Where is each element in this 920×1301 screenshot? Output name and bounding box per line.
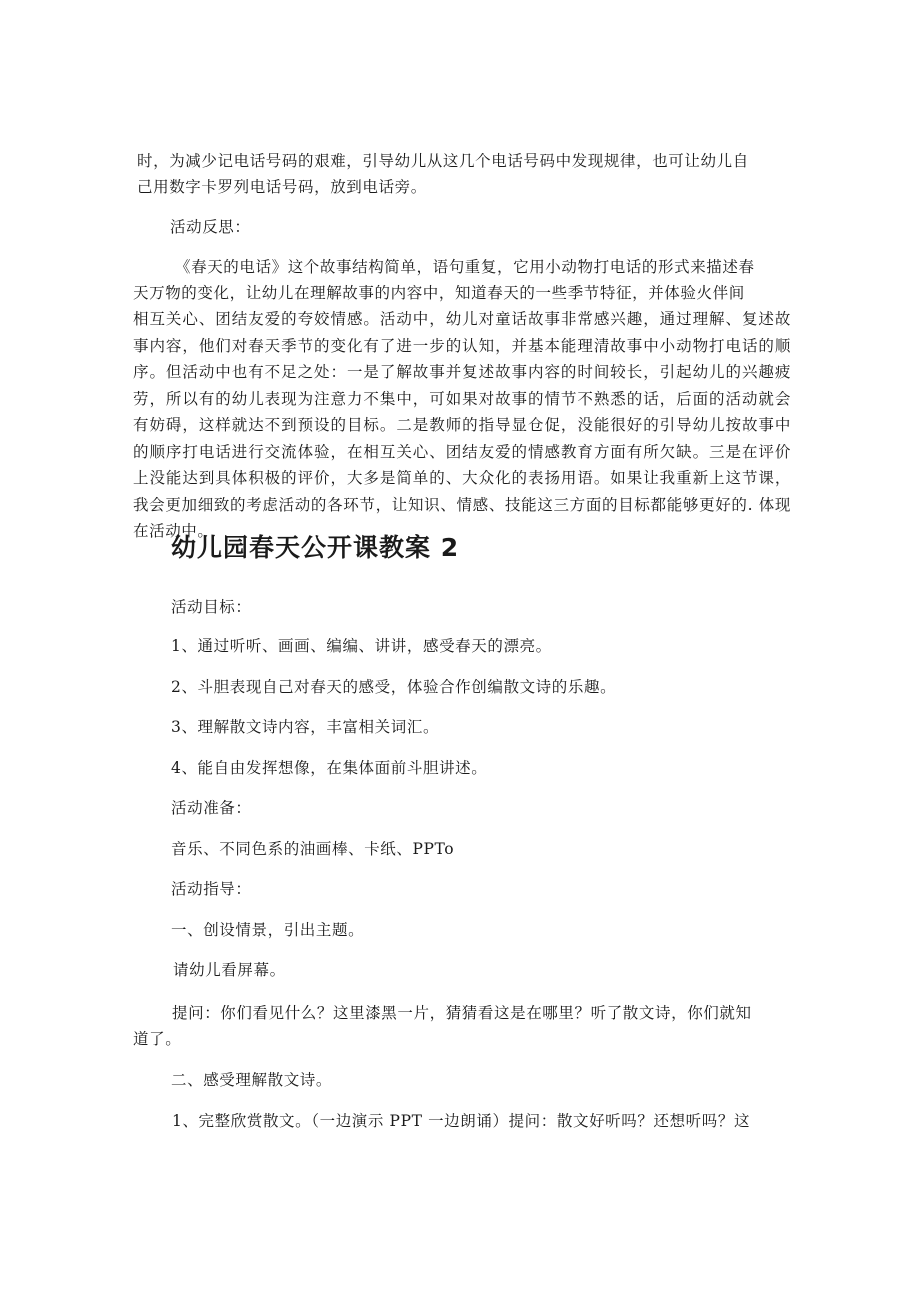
- step-2-heading: 二、感受理解散文诗。: [171, 1071, 333, 1089]
- step-1-heading: 一、创设情景，引出主题。: [171, 921, 365, 939]
- step-2-item-1: 1、完整欣赏散文。（一边演示 PPT 一边朗诵）提问：散文好听吗？还想听吗？这: [172, 1112, 751, 1130]
- step-1-question-line-2: 道了。: [133, 1030, 182, 1048]
- goals-heading: 活动目标：: [171, 598, 252, 616]
- goal-item-4: 4、能自由发挥想像，在集体面前斗胆讲述。: [171, 759, 488, 777]
- intro-paragraph-line-2: 己用数字卡罗列电话号码，放到电话旁。: [137, 178, 427, 196]
- step-1-text: 请幼儿看屏幕。: [173, 961, 286, 979]
- section-title: 幼儿园春天公开课教案 2: [171, 533, 460, 562]
- goal-item-2: 2、斗胆表现自己对春天的感受，体验合作创编散文诗的乐趣。: [171, 678, 617, 696]
- reflection-paragraph-line-1: 《春天的电话》这个故事结构简单，语句重复，它用小动物打电话的形式来描述春: [175, 258, 755, 276]
- intro-paragraph-line-1: 时，为减少记电话号码的艰难，引导幼儿从这几个电话号码中发现规律，也可让幼儿自: [137, 152, 749, 170]
- reflection-paragraph-body: 相互关心、团结友爱的夸姣情感。活动中，幼儿对童话故事非常感兴趣，通过理解、复述故事内容，他们对春天季节的变化有了进一步的认知，并基本能理清故事中小动物打电话的顺序。但活动中也有不足之处：一是了解故事并复述故事内容的时间较长，引起幼儿的兴趣疲劳，所以有的幼儿表现为注意力不集中，可如果对故事的情节不熟悉的话，后面的活动就会有妨碍，这样就达不到预设的目标。二是教师的指导显仓促，没能很好的引导幼儿按故事中的顺序打电话进行交流体验，在相互关心、团结友爱的情感教育方面有所欠缺。三是在评价上没能达到具体积极的评价，大多是简单的、大众化的表扬用语。如果让我重新上这节课，我会更加细致的考虑活动的各环节，让知识、情感、技能这三方面的目标都能够更好的. 体现在活动中。: [133, 310, 791, 540]
- step-1-question-line-1: 提问：你们看见什么？这里漆黑一片，猜猜看这是在哪里？听了散文诗，你们就知: [172, 1004, 752, 1022]
- reflection-paragraph-line-2: 天万物的变化，让幼儿在理解故事的内容中，知道春天的一些季节特征，并体验火伴间: [133, 284, 745, 302]
- goal-item-1: 1、通过听听、画画、编编、讲讲，感受春天的漂亮。: [171, 637, 552, 655]
- preparation-text: 音乐、不同色系的油画棒、卡纸、PPTo: [171, 840, 455, 858]
- preparation-heading: 活动准备：: [171, 799, 252, 817]
- reflection-heading: 活动反思：: [170, 218, 251, 236]
- goal-item-3: 3、理解散文诗内容，丰富相关词汇。: [171, 718, 440, 736]
- guidance-heading: 活动指导：: [171, 880, 252, 898]
